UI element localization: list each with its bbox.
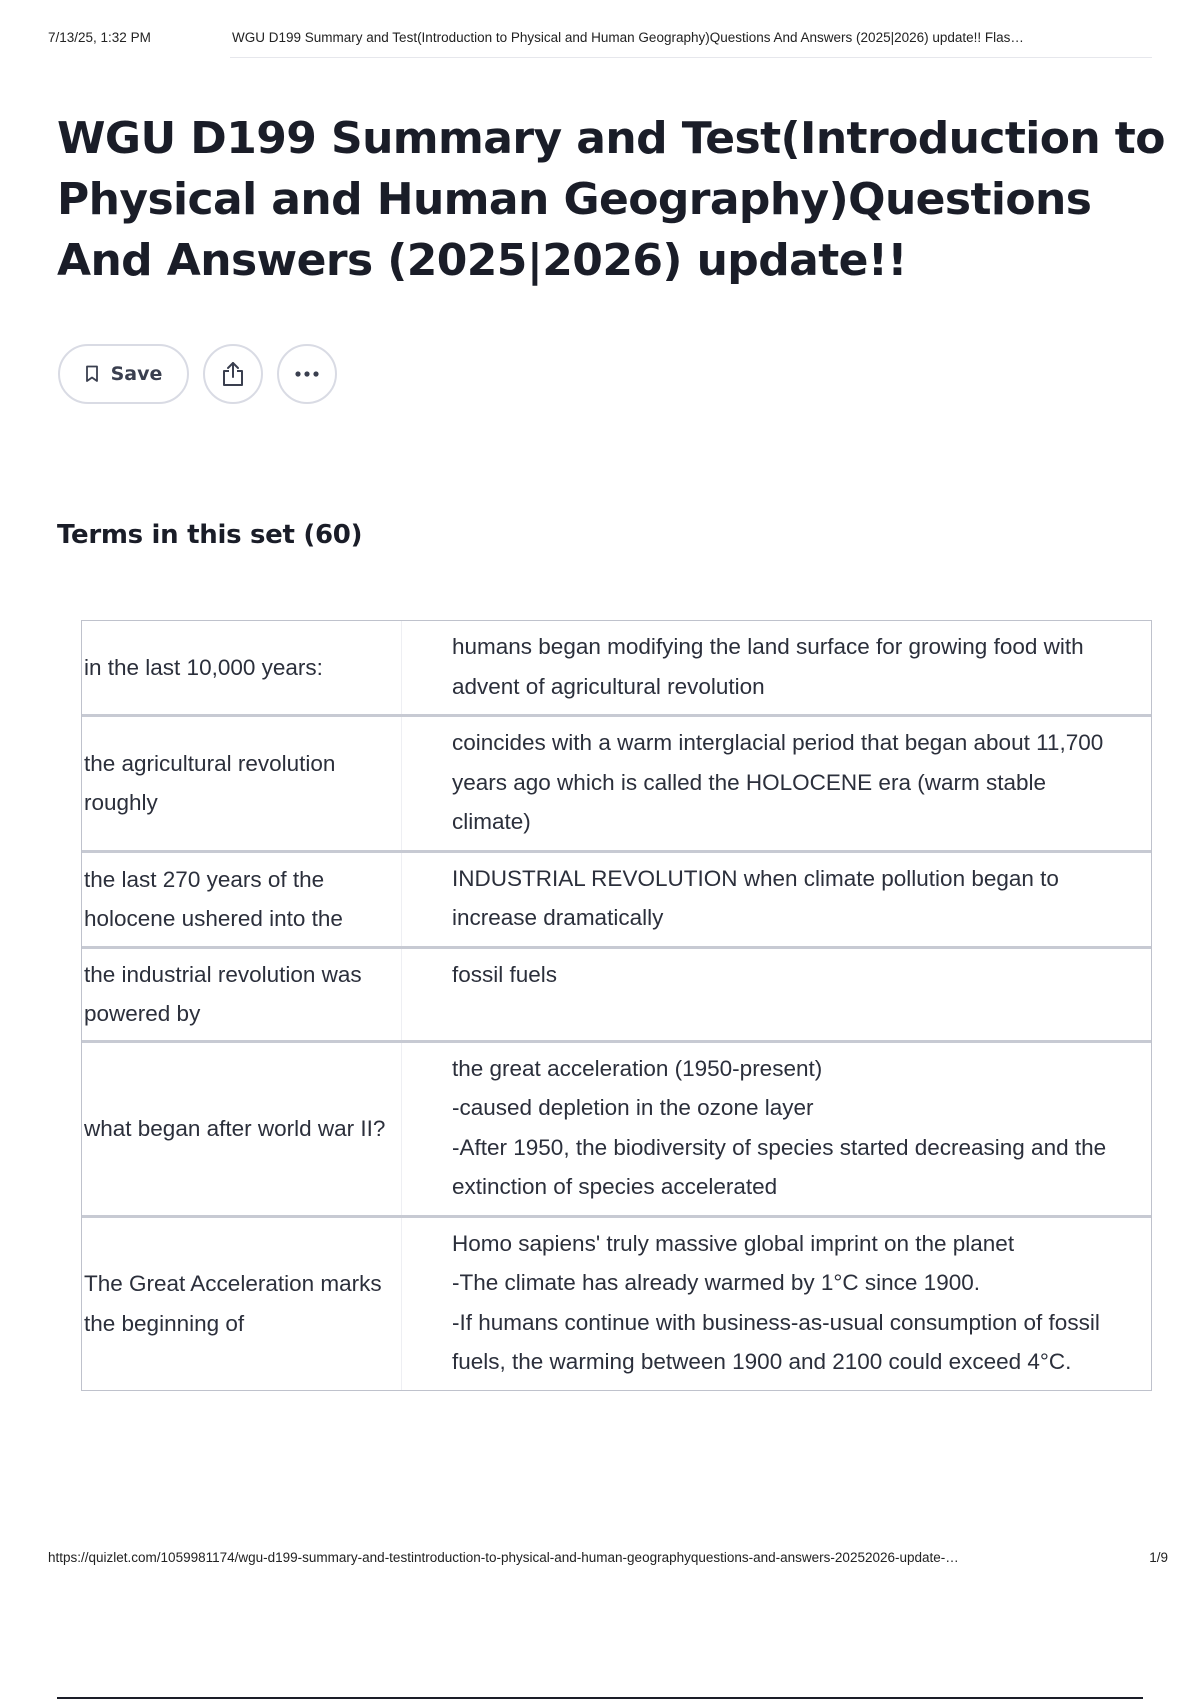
terms-heading: Terms in this set (60) (57, 520, 363, 550)
definition-line: INDUSTRIAL REVOLUTION when climate pollution began to increase dramatically (452, 865, 1059, 930)
definition-line: -The climate has already warmed by 1°C since 1900. (452, 1270, 980, 1295)
term-row (82, 1040, 1151, 1215)
share-button[interactable] (203, 344, 263, 404)
term-row (82, 946, 1151, 1040)
bookmark-icon (85, 365, 99, 383)
term-word: The Great Acceleration marks the beginning of (82, 1218, 402, 1390)
term-definition (402, 621, 1151, 714)
term-definition (402, 1043, 1151, 1215)
more-icon (293, 370, 321, 378)
save-label: Save (110, 363, 163, 385)
definition-line: -After 1950, the biodiversity of species started decreasing and the extinction of species accelerated (452, 1134, 1107, 1199)
term-word: the agricultural revolution roughly (82, 717, 402, 850)
share-icon (220, 360, 246, 388)
definition-line: the great acceleration (1950-present) (452, 1055, 823, 1081)
term-word: what began after world war II? (82, 1043, 402, 1215)
term-row (82, 621, 1151, 714)
term-word: the industrial revolution was powered by (82, 949, 402, 1040)
definition-line: coincides with a warm interglacial period that began about 11,700 years ago which is called the HOLOCENE era (warm stable climate) (452, 730, 1104, 834)
more-options-button[interactable] (277, 344, 337, 404)
header-divider (230, 57, 1152, 58)
term-definition (402, 853, 1151, 946)
set-title: WGU D199 Summary and Test(Introduction to Physical and Human Geography)Questions And Answers (2025|2026) update!! (57, 113, 1165, 286)
term-row (82, 1215, 1151, 1390)
print-header (48, 30, 1158, 45)
definition-line: -caused depletion in the ozone layer (452, 1095, 814, 1120)
definition-line: fossil fuels (452, 961, 558, 987)
set-actions (58, 344, 351, 404)
page-bottom-divider (57, 1697, 1143, 1699)
print-date: 7/13/25, 1:32 PM (48, 30, 151, 45)
terms-table (81, 620, 1152, 1391)
term-word: the last 270 years of the holocene ushered into the (82, 853, 402, 946)
save-button[interactable] (58, 344, 189, 404)
term-definition (402, 717, 1151, 850)
definition-line: humans began modifying the land surface for growing food with advent of agricultural revolution (452, 634, 1084, 699)
term-definition (402, 949, 1151, 1040)
definition-line: Homo sapiens' truly massive global imprint on the planet (452, 1230, 1015, 1256)
definition-line: -If humans continue with business-as-usual consumption of fossil fuels, the warming between 1900 and 2100 could exceed 4°C. (452, 1309, 1100, 1374)
term-definition (402, 1218, 1151, 1390)
print-page-title: WGU D199 Summary and Test(Introduction to Physical and Human Geography)Questions And Answers (2025|2026) update!! Flas… (232, 30, 1024, 45)
term-row (82, 850, 1151, 946)
print-footer (48, 1550, 1168, 1565)
term-word: in the last 10,000 years: (82, 621, 402, 714)
term-row (82, 714, 1151, 850)
page-number: 1/9 (1149, 1550, 1168, 1565)
footer-url: https://quizlet.com/1059981174/wgu-d199-summary-and-testintroduction-to-physical-and-human-geographyquestions-and-answers-20252026-update-… (48, 1550, 959, 1565)
